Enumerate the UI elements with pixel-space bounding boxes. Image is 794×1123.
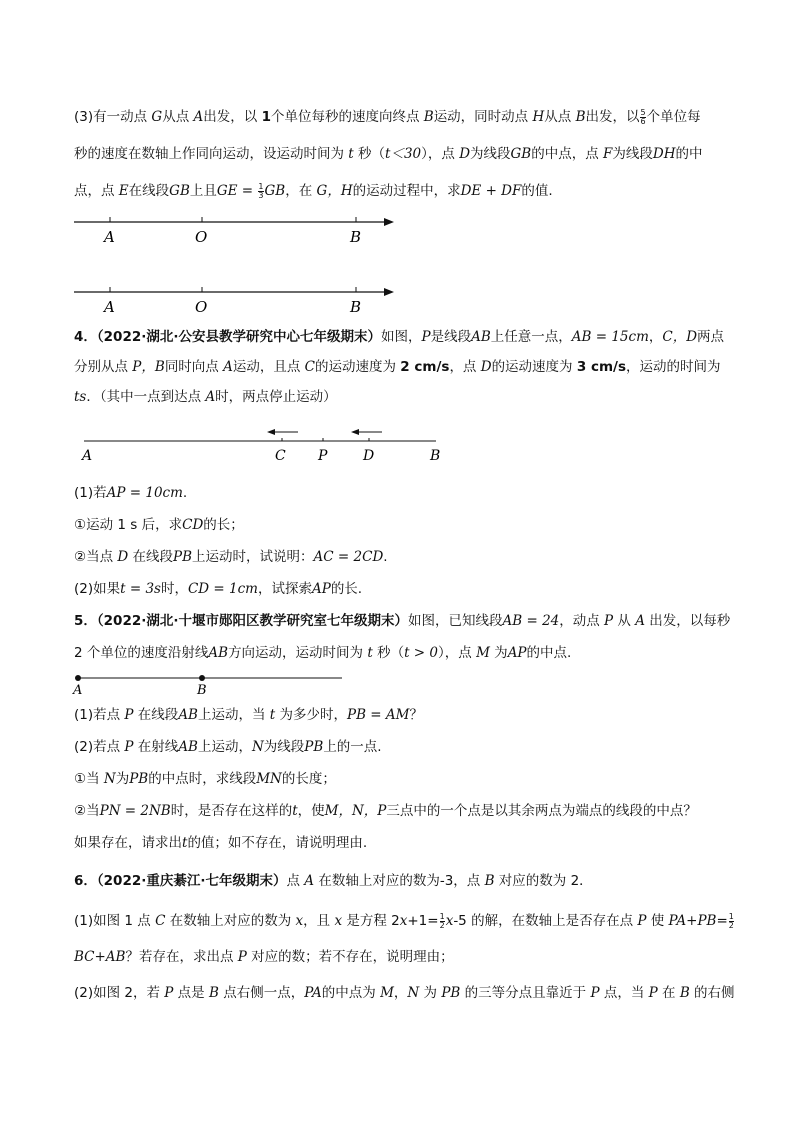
q4-segment-figure: [76, 422, 456, 468]
text: 上任意一点，: [490, 329, 572, 345]
text: 的运动速度为: [315, 359, 401, 375]
text: ，运动的时间为: [626, 359, 721, 375]
text: 点右侧一点，: [218, 985, 305, 1001]
text: 同时向点: [164, 359, 224, 375]
text: ？: [409, 707, 423, 723]
text: 运动，且点: [232, 359, 305, 375]
q4-line-1: [74, 328, 724, 346]
text: 的长.: [330, 581, 363, 597]
seg-PB: PB: [441, 985, 461, 1001]
eq-GE: GE =: [216, 183, 258, 199]
text: 时，是否存在这样的: [170, 803, 293, 819]
fraction-1-2: [440, 913, 445, 930]
text: 是线段: [430, 329, 472, 345]
fraction-5-6: [640, 109, 645, 126]
text: 在射线: [133, 739, 179, 755]
var-A: A: [223, 359, 233, 375]
label-C: C: [275, 448, 286, 464]
text: 在线段: [133, 707, 179, 723]
number-line-2: [70, 280, 400, 320]
var-C: C: [304, 359, 315, 375]
var-t: t: [269, 707, 276, 723]
q6-line-1: [74, 872, 593, 890]
text: 对应的数；若不存在，说明理由；: [246, 949, 454, 965]
seg-AB: AB: [471, 329, 491, 345]
var-x: x: [334, 913, 343, 929]
text: 为: [419, 985, 442, 1001]
seg-GB: GB: [264, 183, 286, 199]
question-source: （2022·重庆綦江·七年级期末）: [96, 873, 287, 889]
q5-part1: [74, 706, 423, 724]
text: 为: [489, 645, 508, 661]
question-number: 5．: [74, 613, 97, 629]
var-P: P: [590, 985, 600, 1001]
condition: t＜30: [385, 146, 422, 162]
label-A: A: [82, 448, 93, 464]
var-A: A: [205, 389, 216, 405]
text: 点是: [173, 985, 209, 1001]
text: ？若存在，求出点: [125, 949, 238, 965]
text: 上且: [189, 183, 217, 199]
seg-GB: GB: [510, 146, 532, 162]
q5-line-2: [74, 644, 571, 662]
eq-PN-NB: PN = 2NB: [99, 803, 171, 819]
frac-den: 2: [728, 920, 734, 930]
var-P: P: [637, 913, 647, 929]
var-G: G: [151, 109, 163, 125]
speed-C: 2 cm/s: [400, 359, 450, 375]
var-B: B: [423, 109, 434, 125]
var-x: x: [445, 913, 454, 929]
label-A: A: [104, 298, 115, 316]
text: (1)如图 1 点: [74, 913, 156, 929]
q5-line-1: [74, 612, 730, 630]
fraction-1-3: [258, 183, 263, 200]
q6-part2: [74, 984, 735, 1002]
var-B: B: [208, 985, 219, 1001]
var-P: P: [648, 985, 658, 1001]
text: 点，当: [599, 985, 649, 1001]
text: 秒的速度在数轴上作同向运动，设运动时间为: [74, 146, 349, 162]
label-B: B: [350, 298, 362, 316]
text: ②当: [74, 803, 100, 819]
label-B: B: [430, 448, 441, 464]
seg-MN: MN: [256, 771, 282, 787]
q5-part2: [74, 738, 382, 756]
text: 是方程 2: [342, 913, 400, 929]
frac-num: 1: [258, 181, 264, 191]
text: 的值；如不存在，请说明理由.: [187, 835, 368, 851]
var-P: P: [237, 949, 247, 965]
q5-part2-sub1: [74, 770, 336, 788]
var-D: D: [117, 549, 129, 565]
text: 如果存在，请求出: [74, 835, 182, 851]
eq-t: t = 3s: [120, 581, 161, 597]
seg-PB: PB: [173, 549, 193, 565]
var-A: A: [193, 109, 204, 125]
text: 上运动时，试说明：: [192, 549, 314, 565]
q4-part2: [74, 580, 362, 598]
text: 上运动，: [197, 739, 252, 755]
var-H: H: [532, 109, 545, 125]
text: 运动，同时动点: [433, 109, 533, 125]
text: 秒（: [353, 146, 386, 162]
var-P: P: [124, 739, 134, 755]
speed-D: 3 cm/s: [576, 359, 626, 375]
text: 时，两点停止运动）: [215, 389, 337, 405]
text: 方向运动，运动时间为: [228, 645, 368, 661]
text: ，点: [449, 359, 481, 375]
frac-den: 2: [439, 920, 445, 930]
text: =: [716, 913, 728, 929]
question-number: 4．: [74, 329, 97, 345]
text: 的长度；: [281, 771, 336, 787]
frac-num: 1: [439, 911, 445, 921]
text: ，: [393, 985, 408, 1001]
text: (1)若点: [74, 707, 125, 723]
text: ②当点: [74, 549, 118, 565]
text: ①运动 1 s 后，求: [74, 517, 183, 533]
text: 秒（: [372, 645, 405, 661]
text: 的中点，点: [531, 146, 604, 162]
text: 从点: [544, 109, 576, 125]
seg-PA: PA: [304, 985, 322, 1001]
q5-part2-sub2-cont: [74, 834, 367, 852]
text: 为线段: [470, 146, 511, 162]
q5-part2-sub2: [74, 802, 697, 820]
text: 的值.: [521, 183, 553, 199]
var-N: N: [251, 739, 264, 755]
text: (2)如果: [74, 581, 121, 597]
seg-PB: PB: [304, 739, 324, 755]
text: .: [383, 549, 388, 565]
text: 为多少时，: [275, 707, 348, 723]
expr-DE-DF: DE + DF: [460, 183, 522, 199]
var-B: B: [679, 985, 690, 1001]
text: 的中点.: [526, 645, 572, 661]
var-P: P: [124, 707, 134, 723]
text: 从点: [162, 109, 194, 125]
text: -5 的解，在数轴上是否存在点: [453, 913, 638, 929]
text: ，在: [285, 183, 317, 199]
vars-GH: G，H: [316, 183, 353, 199]
label-O: O: [195, 228, 208, 246]
text: 点: [286, 873, 305, 889]
q4-part1-sub1: [74, 516, 244, 534]
text: (3)有一动点: [74, 109, 152, 125]
var-t: t: [292, 803, 298, 819]
text: 的三等分点且靠近于: [460, 985, 591, 1001]
q4-part1-sub2: [74, 548, 388, 566]
var-P: P: [421, 329, 431, 345]
text: 的中点时，求线段: [148, 771, 257, 787]
eq-AC: AC = 2CD: [313, 549, 384, 565]
part3-line-2: [74, 145, 703, 163]
question-source: （2022·湖北·十堰市郧阳区教学研究室七年级期末）: [96, 613, 408, 629]
text: (2)如图 2，若: [74, 985, 165, 1001]
text: 的中: [675, 146, 703, 162]
text: (2)若点: [74, 739, 125, 755]
var-D: D: [480, 359, 492, 375]
eq-AB: AB = 24: [502, 613, 560, 629]
var-t: t: [348, 146, 354, 162]
q6-part1-cont: [74, 948, 454, 966]
var-M: M: [476, 645, 490, 661]
label-O: O: [195, 298, 208, 316]
seg-AP: AP: [311, 581, 331, 597]
text: 为线段: [263, 739, 305, 755]
label-B: B: [350, 228, 362, 246]
var-M: M: [380, 985, 394, 1001]
text: 使: [646, 913, 669, 929]
var-B: B: [575, 109, 586, 125]
text: 的中点为: [321, 985, 381, 1001]
label-A: A: [104, 228, 115, 246]
text: ，动点: [559, 613, 605, 629]
eq-AP: AP = 10cm: [106, 485, 183, 501]
expr-BC-AB: BC+AB: [74, 949, 126, 965]
condition: t > 0: [404, 645, 439, 661]
var-t: t: [367, 645, 373, 661]
var-A: A: [635, 613, 645, 629]
text: 三点中的一个点是以其余两点为端点的线段的中点？: [386, 803, 697, 819]
text: 分别从点: [74, 359, 133, 375]
label-B: B: [197, 683, 207, 698]
text: 在数轴上对应的数为: [165, 913, 296, 929]
fraction-1-2: [729, 913, 734, 930]
eq-AB: AB = 15cm: [571, 329, 649, 345]
text: ，且: [303, 913, 335, 929]
seg-AP: AP: [507, 645, 527, 661]
seg-DH: DH: [652, 146, 676, 162]
seg-AB: AB: [178, 739, 198, 755]
text: 出发，以每秒: [644, 613, 731, 629]
label-A: A: [73, 683, 83, 698]
text: 为线段: [612, 146, 653, 162]
var-C: C: [155, 913, 166, 929]
text: .: [182, 485, 188, 501]
q4-line-3: [74, 388, 337, 406]
text: 在线段: [128, 183, 170, 199]
frac-num: 5: [640, 107, 646, 117]
label-D: D: [363, 448, 375, 464]
q5-segment-figure: [70, 670, 350, 698]
text: 个单位每秒的速度向终点: [270, 109, 424, 125]
label-P: P: [318, 448, 328, 464]
text: ），点: [438, 645, 477, 661]
q4-part1: [74, 484, 187, 502]
frac-den: 6: [640, 116, 646, 126]
text: 上运动，当: [197, 707, 270, 723]
seg-GB: GB: [169, 183, 190, 199]
seg-CD: CD: [182, 517, 204, 533]
var-A: A: [304, 873, 315, 889]
text: 2 个单位的速度沿射线: [74, 645, 209, 661]
var-N: N: [407, 985, 420, 1001]
q6-part1: [74, 912, 735, 930]
seg-PB: PB: [129, 771, 149, 787]
vars-CD: C，D: [662, 329, 698, 345]
text: 在: [657, 985, 680, 1001]
part3-line-3: [74, 182, 553, 200]
text: ，: [648, 329, 663, 345]
seg-AB: AB: [208, 645, 229, 661]
text: ．（其中一点到达点: [86, 389, 206, 405]
vars-PB: P，B: [132, 359, 165, 375]
text: +1=: [407, 913, 439, 929]
text: 的长；: [203, 517, 244, 533]
text: 个单位每: [646, 109, 701, 125]
seg-AB: AB: [178, 707, 198, 723]
var-D: D: [459, 146, 471, 162]
frac-den: 3: [258, 190, 264, 200]
text: 从: [613, 613, 636, 629]
eq-PB-AM: PB = AM: [347, 707, 410, 723]
question-number: 6．: [74, 873, 97, 889]
text: ，试探索: [257, 581, 312, 597]
text: (1)若: [74, 485, 107, 501]
text: ），点: [421, 146, 460, 162]
var-x: x: [399, 913, 408, 929]
part3-line-1: [74, 108, 701, 126]
text: 的运动速度为: [491, 359, 577, 375]
var-N: N: [103, 771, 116, 787]
text: 为: [115, 771, 130, 787]
text: 如图，已知线段: [408, 613, 503, 629]
var-P: P: [164, 985, 174, 1001]
text: 时，: [160, 581, 188, 597]
text: 出发，以: [585, 109, 640, 125]
frac-num: 1: [728, 911, 734, 921]
text: 出发，以: [203, 109, 262, 125]
text: 的右侧: [689, 985, 735, 1001]
var-E: E: [118, 183, 129, 199]
text: 的运动过程中，求: [352, 183, 461, 199]
var-ts: ts: [74, 389, 87, 405]
var-t: t: [182, 835, 188, 851]
var-F: F: [603, 146, 613, 162]
question-source: （2022·湖北·公安县教学研究中心七年级期末）: [96, 329, 381, 345]
text: 点，点: [74, 183, 119, 199]
text: 对应的数为 2．: [494, 873, 593, 889]
vars-MNP: M，N，P: [324, 803, 387, 819]
q4-line-2: [74, 358, 721, 376]
expr-PA-PB: PA+PB: [668, 913, 717, 929]
text: 在数轴上对应的数为-3，点: [314, 873, 485, 889]
number-line-1: [70, 210, 400, 250]
var-B: B: [484, 873, 495, 889]
text: 两点: [697, 329, 725, 345]
text: 在线段: [128, 549, 174, 565]
eq-CD: CD = 1cm: [187, 581, 258, 597]
number-1: 1: [261, 109, 271, 125]
var-x: x: [295, 913, 304, 929]
text: ，使: [297, 803, 325, 819]
text: 上的一点.: [323, 739, 382, 755]
text: 如图，: [381, 329, 422, 345]
text: ①当: [74, 771, 104, 787]
var-P: P: [604, 613, 614, 629]
